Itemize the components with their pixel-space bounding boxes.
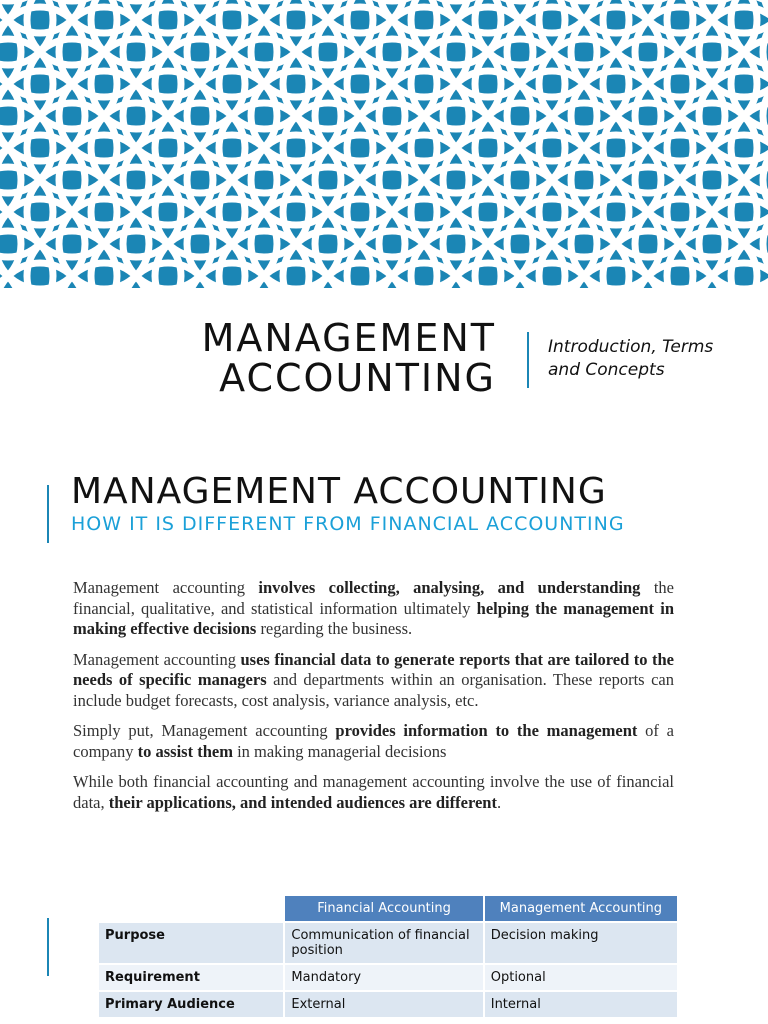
table-header-financial: Financial Accounting bbox=[284, 895, 483, 922]
pattern-banner bbox=[0, 0, 768, 288]
slide-title: MANAGEMENT ACCOUNTING bbox=[71, 471, 607, 512]
financial-cell: Mandatory bbox=[284, 964, 483, 991]
financial-cell: Communication of financial position bbox=[284, 922, 483, 964]
paragraph-4: While both financial accounting and management accounting involve the use of financial data, their applications, and intended audiences are different. bbox=[73, 772, 674, 812]
table-row bbox=[98, 922, 678, 964]
main-title bbox=[76, 318, 496, 398]
main-title-line1: MANAGEMENT bbox=[201, 316, 496, 360]
subtitle-line1: Introduction, Terms bbox=[548, 337, 714, 357]
slide-body bbox=[73, 578, 674, 823]
title-slide bbox=[0, 288, 768, 428]
accent-bar bbox=[47, 918, 49, 976]
paragraph-2: Management accounting uses financial data to generate reports that are tailored to the needs of specific managers and departments within an organisation. These reports can include budget forecasts, cost analysis, variance analysis, etc. bbox=[73, 649, 674, 710]
management-cell: Internal bbox=[484, 991, 678, 1018]
financial-cell: External bbox=[284, 991, 483, 1018]
table-row bbox=[98, 991, 678, 1018]
row-label: Purpose bbox=[98, 922, 284, 964]
table-slide bbox=[0, 880, 768, 1024]
management-cell: Decision making bbox=[484, 922, 678, 964]
accent-bar bbox=[47, 485, 49, 543]
main-title-line2: ACCOUNTING bbox=[219, 356, 496, 400]
table-header-management: Management Accounting bbox=[484, 895, 678, 922]
table-header-blank bbox=[98, 895, 284, 922]
row-label: Primary Audience bbox=[98, 991, 284, 1018]
subtitle-line2: and Concepts bbox=[548, 360, 665, 380]
paragraph-1: Management accounting involves collecting, analysing, and understanding the financial, qualitative, and statistical information ultimately helping the management in making effective decisions regarding the business. bbox=[73, 578, 674, 638]
comparison-table bbox=[97, 894, 679, 1019]
table-header-row bbox=[98, 895, 678, 922]
content-slide bbox=[0, 460, 768, 860]
table-row bbox=[98, 964, 678, 991]
subtitle bbox=[548, 336, 758, 382]
management-cell: Optional bbox=[484, 964, 678, 991]
interlocking-circles-pattern bbox=[0, 0, 768, 288]
title-divider bbox=[527, 332, 529, 388]
slide-subtitle: HOW IT IS DIFFERENT FROM FINANCIAL ACCOUNTING bbox=[71, 513, 625, 535]
row-label: Requirement bbox=[98, 964, 284, 991]
paragraph-3: Simply put, Management accounting provides information to the management of a company to assist them in making managerial decisions bbox=[73, 721, 674, 761]
